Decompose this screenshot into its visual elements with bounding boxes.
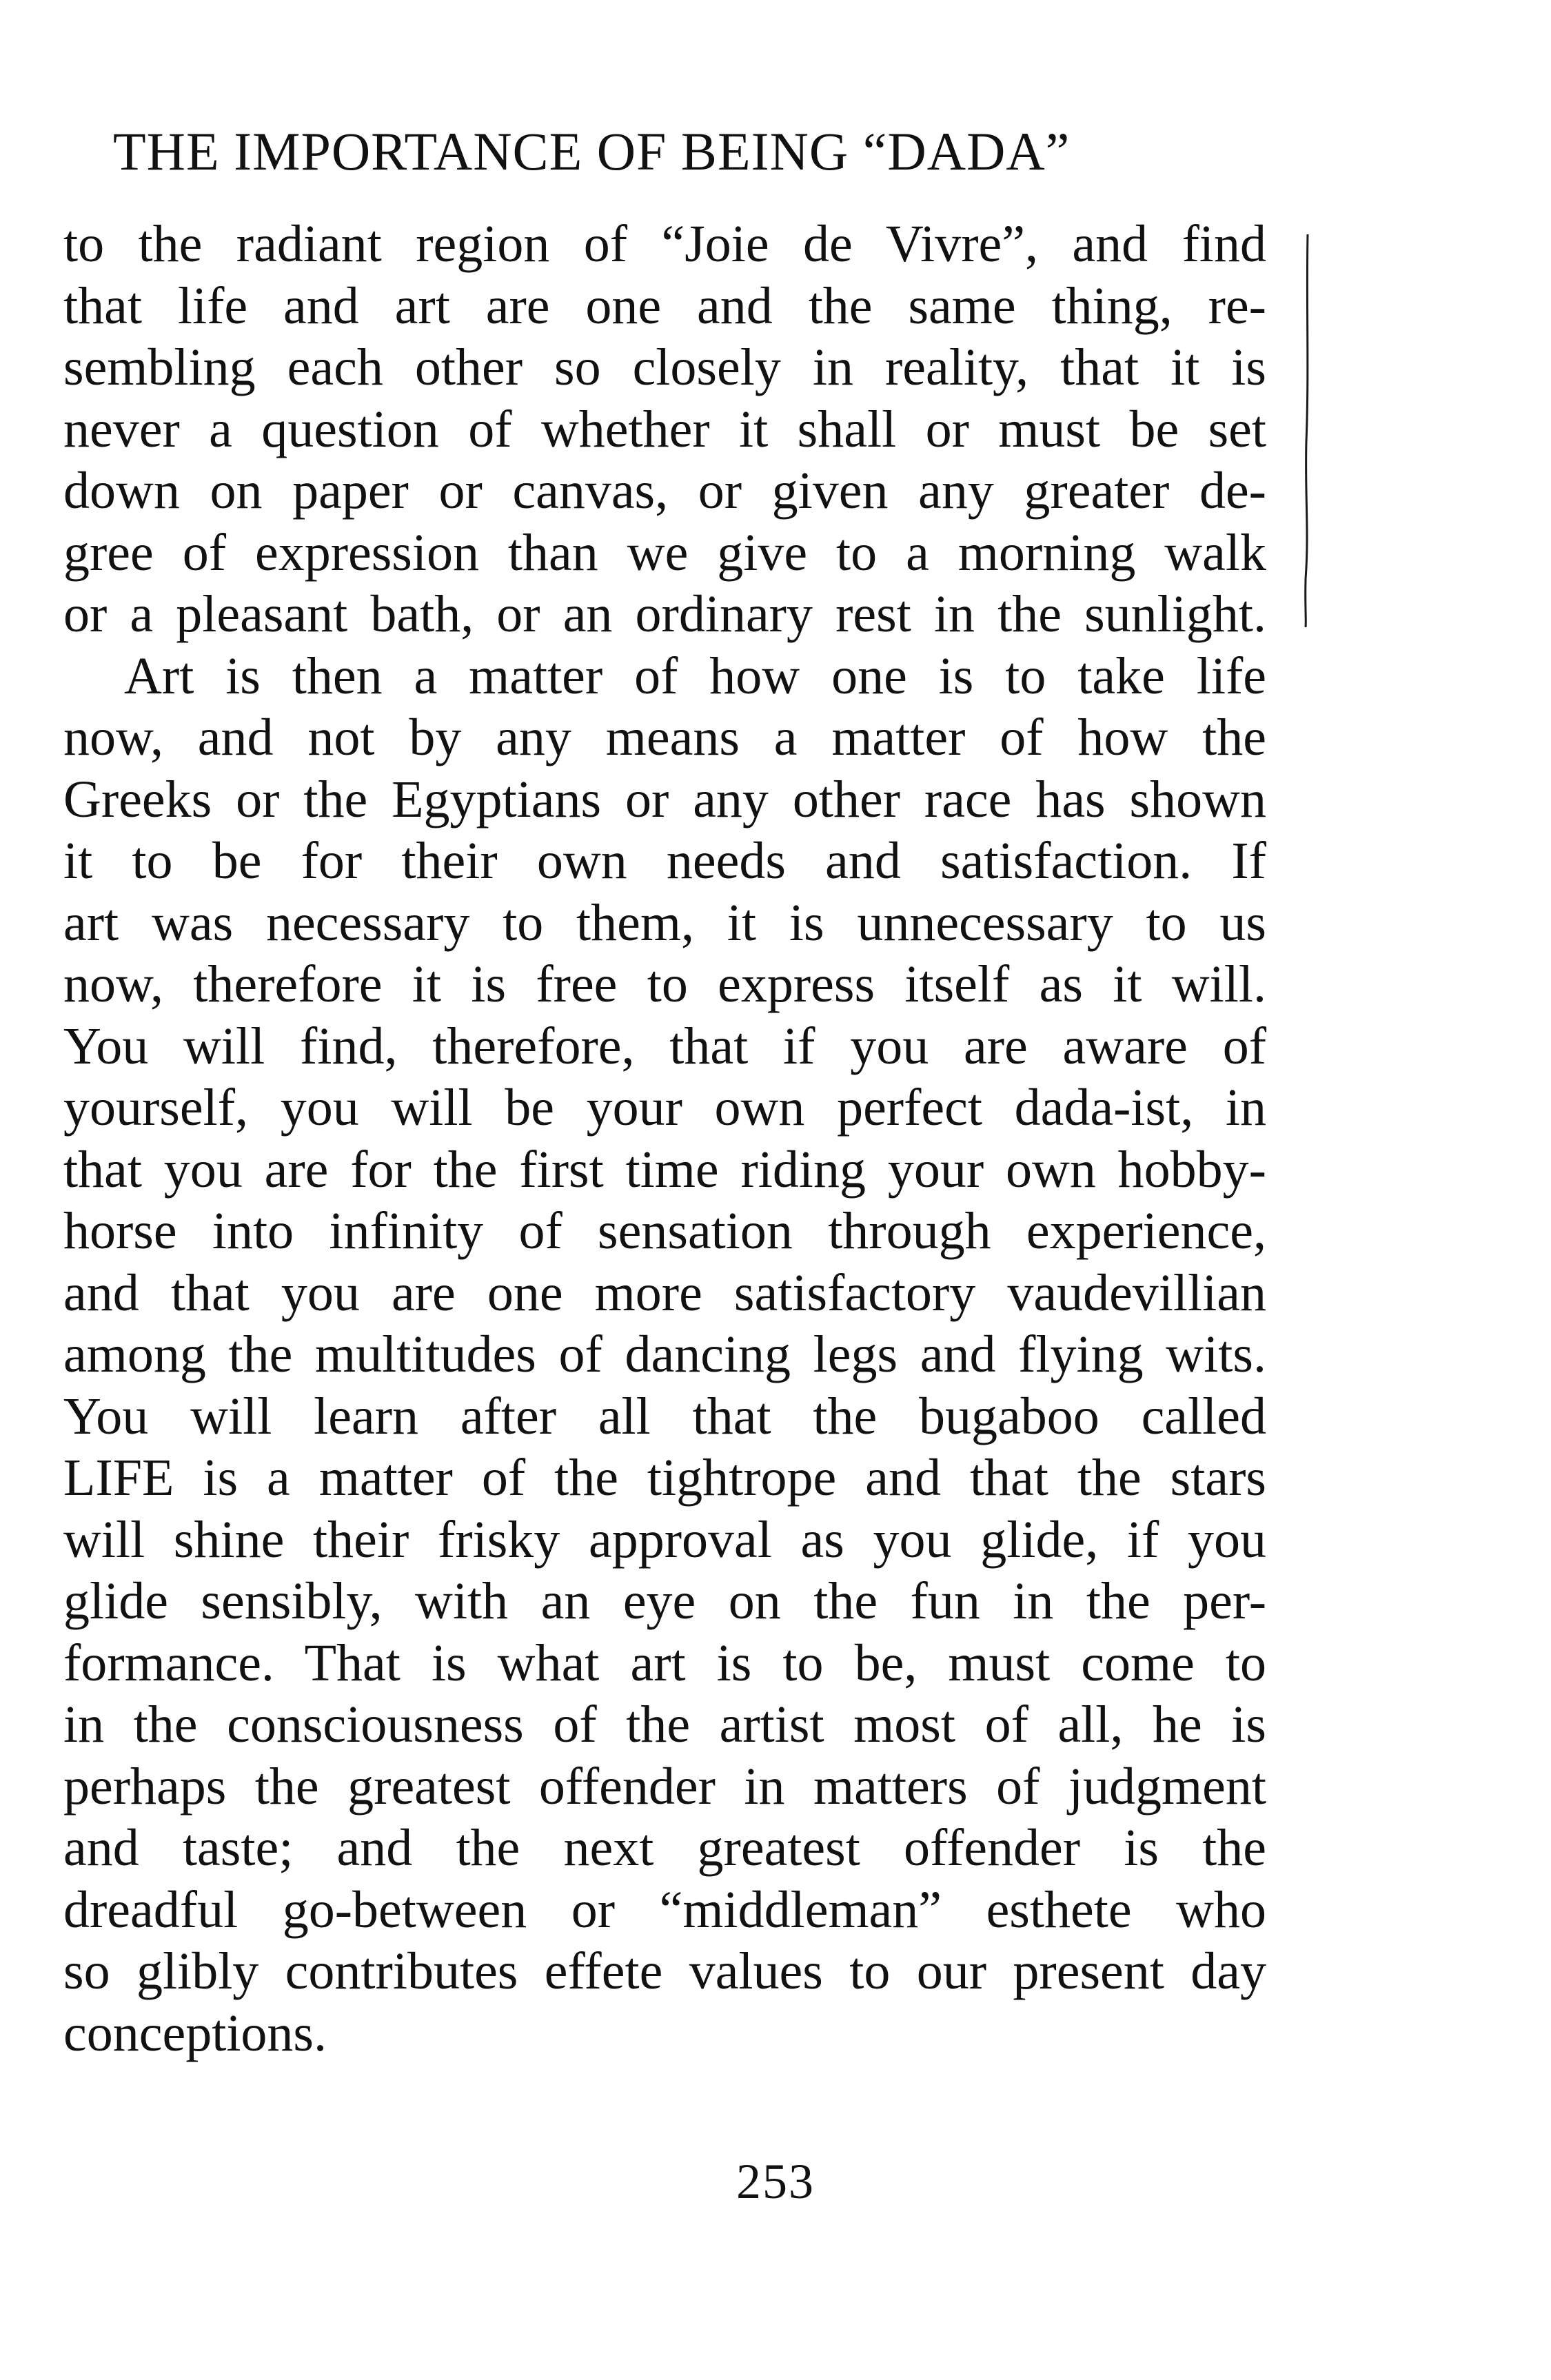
text-line: or a pleasant bath, or an ordinary rest in the sunlight. [63,585,1266,643]
text-line: sembling each other so closely in reality, that it is [63,338,1266,396]
text-line: formance. That is what art is to be, must come to [63,1634,1266,1692]
paragraph-start-line: Art is then a matter of how one is to take life [124,647,1266,705]
text-line: that life and art are one and the same thing, re- [63,276,1266,335]
text-line: will shine their frisky approval as you glide, if you [63,1510,1266,1569]
text-line: You will learn after all that the bugaboo called [63,1387,1266,1445]
text-line: yourself, you will be your own perfect dada-ist, in [63,1079,1266,1137]
text-line: that you are for the first time riding your own hobby- [63,1140,1266,1199]
text-line: it to be for their own needs and satisfaction. If [63,832,1266,890]
text-line: gree of expression than we give to a morning walk [63,523,1266,582]
text-line: perhaps the greatest offender in matters of judgment [63,1757,1266,1815]
text-line: LIFE is a matter of the tightrope and that the stars [63,1449,1266,1507]
text-line: Greeks or the Egyptians or any other race has shown [63,770,1266,828]
margin-mark-stroke [1306,234,1308,627]
text-line: art was necessary to them, it is unnecessary to us [63,893,1266,952]
text-line: so glibly contributes effete values to our present day [63,1942,1266,2000]
paragraph-end-line: conceptions. [63,2004,327,2062]
text-line: in the consciousness of the artist most of all, he is [63,1696,1266,1753]
text-line: down on paper or canvas, or given any greater de- [63,462,1266,520]
text-line: now, therefore it is free to express itself as it will. [63,955,1266,1013]
text-line: horse into infinity of sensation through experience, [63,1202,1266,1260]
text-line: glide sensibly, with an eye on the fun in the per- [63,1572,1266,1630]
text-line: You will find, therefore, that if you are aware of [63,1017,1266,1075]
text-line: and that you are one more satisfactory vaudevillian [63,1263,1266,1322]
page-number: 253 [736,2154,815,2209]
text-line: to the radiant region of “Joie de Vivre”, and find [63,215,1266,273]
running-head: THE IMPORTANCE OF BEING “DADA” [113,121,1071,181]
margin-mark [1299,234,1313,627]
text-line: dreadful go-between or “middleman” esthete who [63,1880,1266,1939]
text-line: and taste; and the next greatest offender is the [63,1819,1266,1877]
body-text [63,214,1266,2064]
text-line: among the multitudes of dancing legs and flying wits. [63,1325,1266,1383]
text-line: now, and not by any means a matter of how the [63,709,1266,766]
text-line: never a question of whether it shall or must be set [63,400,1266,458]
